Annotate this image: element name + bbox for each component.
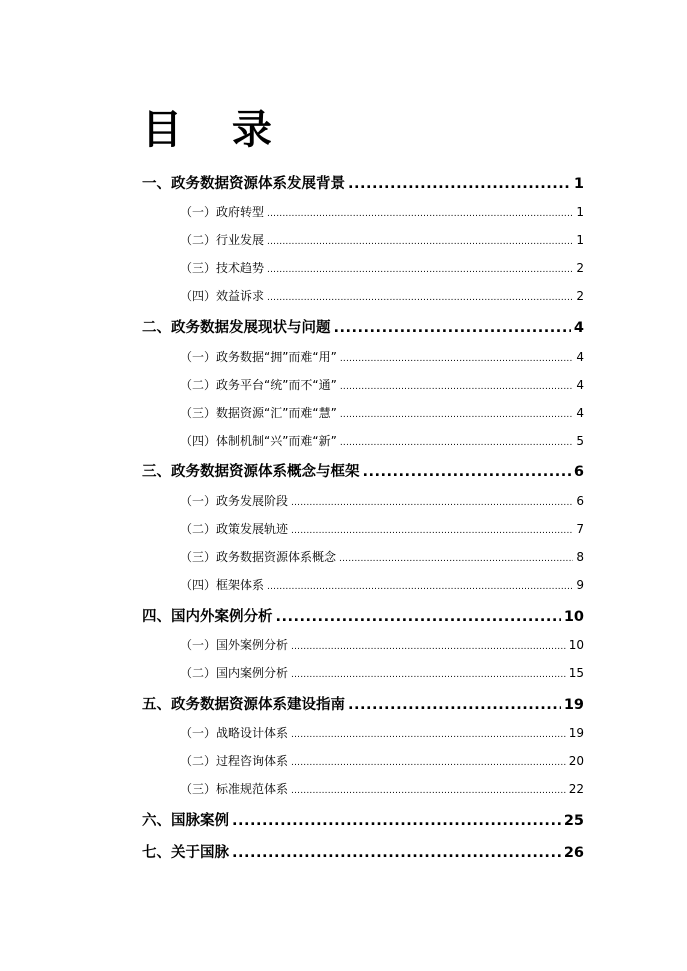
toc-entry-label: （二）政策发展轨迹 <box>180 522 289 536</box>
toc-entry-page: 9 <box>576 578 584 592</box>
toc-entry-page: 25 <box>563 813 584 829</box>
toc-entry[interactable] <box>142 841 584 862</box>
toc-entry-label: （三）标准规范体系 <box>180 782 289 796</box>
toc-entry-label: 六、国脉案例 <box>142 813 229 829</box>
toc-entry[interactable] <box>142 809 584 830</box>
toc-entry[interactable] <box>180 203 584 220</box>
toc-entry-label: （四）框架体系 <box>180 578 265 592</box>
toc-entry-label: （三）数据资源“汇”而难“慧” <box>180 406 337 420</box>
toc-entry-label: （一）政务发展阶段 <box>180 494 289 508</box>
toc-entry[interactable] <box>142 172 584 193</box>
toc-entry-page: 10 <box>563 609 584 625</box>
toc-entry[interactable] <box>180 548 584 565</box>
toc-entry-page: 1 <box>576 233 584 247</box>
toc-entry-page: 26 <box>563 845 584 861</box>
toc-entry-label: 二、政务数据发展现状与问题 <box>142 320 331 336</box>
toc-entry-label: （一）政府转型 <box>180 205 265 219</box>
toc-entry-label: （四）体制机制“兴”而难“新” <box>180 434 337 448</box>
toc-entry[interactable] <box>180 287 584 304</box>
toc-entry-page: 7 <box>576 522 584 536</box>
toc-entry-page: 19 <box>563 697 584 713</box>
toc-entry-label: 四、国内外案例分析 <box>142 609 273 625</box>
dot-leader <box>267 205 573 219</box>
dot-leader <box>267 578 573 592</box>
dot-leader <box>363 464 571 480</box>
dot-leader <box>267 233 573 247</box>
dot-leader <box>276 609 561 625</box>
toc-entry-label: 三、政务数据资源体系概念与框架 <box>142 464 360 480</box>
dot-leader <box>291 726 566 740</box>
toc-entry[interactable] <box>180 231 584 248</box>
toc-entry[interactable] <box>180 636 584 653</box>
dot-leader <box>340 378 573 392</box>
toc-entry-label: 五、政务数据资源体系建设指南 <box>142 697 345 713</box>
toc-entry-page: 15 <box>568 666 584 680</box>
toc-entry[interactable] <box>180 376 584 393</box>
toc-entry[interactable] <box>180 664 584 681</box>
toc-entry-label: （三）技术趋势 <box>180 261 265 275</box>
toc-entry-label: （一）战略设计体系 <box>180 726 289 740</box>
toc-entry[interactable] <box>180 752 584 769</box>
dot-leader <box>334 320 571 336</box>
toc-entry[interactable] <box>180 259 584 276</box>
toc-entry-label: （二）过程咨询体系 <box>180 754 289 768</box>
dot-leader <box>348 176 571 192</box>
toc-entry-page: 4 <box>576 378 584 392</box>
dot-leader <box>340 406 573 420</box>
toc-entry-page: 4 <box>576 350 584 364</box>
dot-leader <box>291 494 573 508</box>
toc-entry-page: 19 <box>568 726 584 740</box>
toc-entry[interactable] <box>142 693 584 714</box>
toc-entry-page: 4 <box>576 406 584 420</box>
dot-leader <box>291 666 566 680</box>
dot-leader <box>291 782 566 796</box>
toc-entry-page: 6 <box>576 494 584 508</box>
toc-entry-page: 4 <box>573 320 584 336</box>
toc-entry[interactable] <box>142 460 584 481</box>
toc-entry-page: 10 <box>568 638 584 652</box>
toc-entry[interactable] <box>180 520 584 537</box>
toc-entry[interactable] <box>180 404 584 421</box>
dot-leader <box>291 522 573 536</box>
toc-entry-label: （三）政务数据资源体系概念 <box>180 550 337 564</box>
toc-entry-label: 一、政务数据资源体系发展背景 <box>142 176 345 192</box>
dot-leader <box>348 697 561 713</box>
toc-entry-label: （一）国外案例分析 <box>180 638 289 652</box>
toc-entry[interactable] <box>180 492 584 509</box>
toc-entry-label: 七、关于国脉 <box>142 845 229 861</box>
dot-leader <box>340 434 573 448</box>
dot-leader <box>232 813 561 829</box>
dot-leader <box>267 261 573 275</box>
page-title: 目 录 <box>142 107 290 153</box>
toc-entry-page: 22 <box>568 782 584 796</box>
toc-entry-page: 1 <box>576 205 584 219</box>
toc-entry[interactable] <box>180 780 584 797</box>
toc-entry-page: 5 <box>576 434 584 448</box>
dot-leader <box>291 638 566 652</box>
toc-entry-page: 6 <box>573 464 584 480</box>
dot-leader <box>291 754 566 768</box>
toc-entry-label: （二）政务平台“统”而不“通” <box>180 378 337 392</box>
toc-entry-label: （二）行业发展 <box>180 233 265 247</box>
dot-leader <box>267 289 573 303</box>
toc-entry-page: 1 <box>573 176 584 192</box>
toc-entry-page: 20 <box>568 754 584 768</box>
toc-entry[interactable] <box>142 605 584 626</box>
dot-leader <box>339 550 573 564</box>
toc-entry-label: （一）政务数据“拥”而难“用” <box>180 350 337 364</box>
toc-entry-page: 8 <box>576 550 584 564</box>
toc-entry-page: 2 <box>576 261 584 275</box>
toc-entry[interactable] <box>180 348 584 365</box>
dot-leader <box>232 845 561 861</box>
toc-entry[interactable] <box>180 576 584 593</box>
toc-entry-page: 2 <box>576 289 584 303</box>
toc-entry[interactable] <box>142 316 584 337</box>
toc-entry-label: （四）效益诉求 <box>180 289 265 303</box>
toc-entry-label: （二）国内案例分析 <box>180 666 289 680</box>
toc-entry[interactable] <box>180 432 584 449</box>
toc-entry[interactable] <box>180 724 584 741</box>
dot-leader <box>340 350 573 364</box>
